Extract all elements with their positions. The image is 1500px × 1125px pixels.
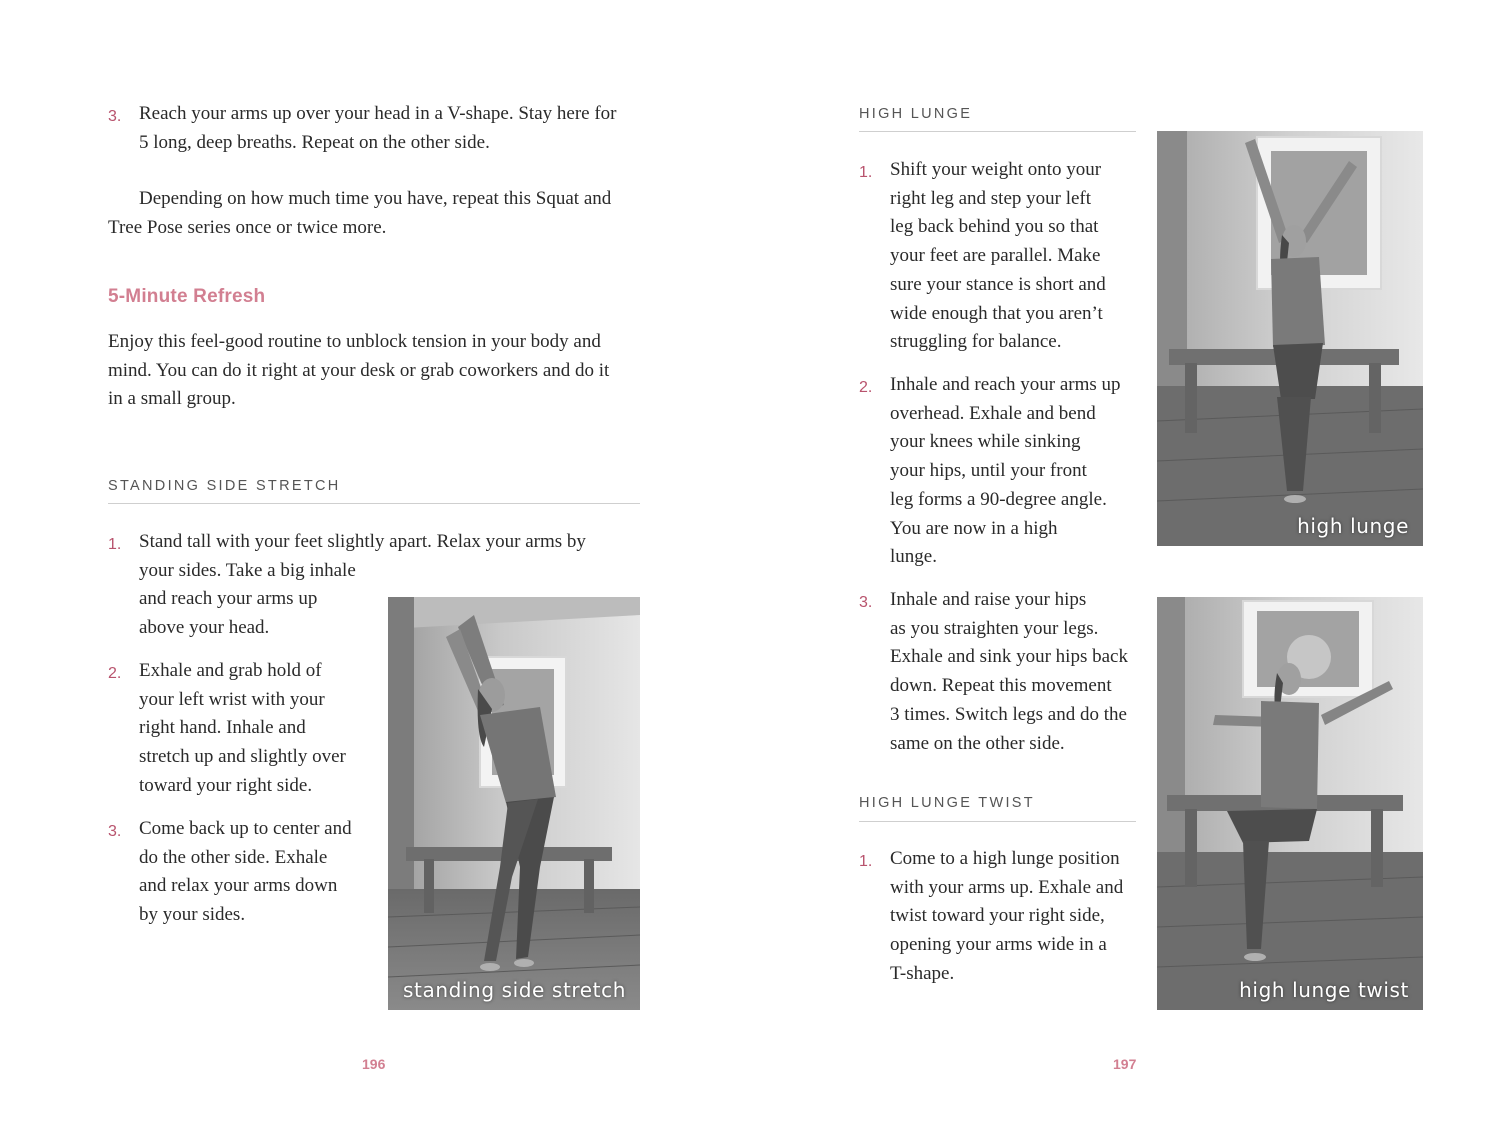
photo-caption: standing side stretch (403, 978, 626, 1002)
intro-paragraph: Enjoy this feel-good routine to unblock tension in your body and mind. You can do it right at your desk or grab coworkers and do it in a small group. (108, 331, 610, 410)
list-item (859, 371, 1149, 576)
list-item (859, 845, 1149, 995)
photo-high-lunge-twist (1157, 597, 1423, 1010)
list-item (108, 815, 378, 935)
body-paragraph: Depending on how much time you have, repeat this Squat and Tree Pose series once or twice more. (108, 188, 612, 238)
list-item-text: Reach your arms up over your head in a V-shape. Stay here for 5 long, deep breaths. Repeat on the other side. (139, 103, 617, 153)
list-number: 2. (859, 379, 873, 396)
photo-standing-side-stretch (388, 597, 640, 1010)
list-item (108, 100, 648, 160)
list-number: 1. (859, 164, 873, 181)
list-number: 1. (108, 536, 122, 553)
divider (859, 131, 1136, 132)
divider (859, 821, 1136, 822)
photo-illustration (1157, 597, 1423, 1010)
list-item-text: Come to a high lunge position with your arms up. Exhale and twist toward your right side, opening your arms wide in a T-shape. (890, 848, 1124, 984)
list-number: 2. (108, 665, 122, 682)
photo-caption: high lunge (1297, 514, 1409, 538)
divider (108, 503, 640, 504)
list-item-text: Come back up to center and do the other side. Exhale and relax your arms down by your sides. (139, 818, 352, 926)
subhead-standing-side-stretch: STANDING SIDE STRETCH (108, 478, 341, 494)
page-number: 196 (362, 1056, 386, 1072)
list-item (859, 156, 1149, 361)
photo-illustration (388, 597, 640, 1010)
list-item-text: Stand tall with your feet slightly apart. Relax your arms by your sides. Take a big inhale and reach your arms up above your head. (139, 531, 586, 639)
photo-high-lunge (1157, 131, 1423, 546)
list-item-text: Inhale and raise your hips as you straighten your legs. Exhale and sink your hips back down. Repeat this movement 3 times. Switch legs and do the same on the other side. (890, 589, 1128, 754)
right-page (750, 0, 1500, 1125)
subhead-high-lunge-twist: HIGH LUNGE TWIST (859, 795, 1035, 811)
list-number: 3. (859, 594, 873, 611)
list-number: 1. (859, 853, 873, 870)
page-number: 197 (1113, 1056, 1137, 1072)
section-title: 5-Minute Refresh (108, 286, 266, 307)
list-item (859, 586, 1149, 761)
list-number: 3. (108, 823, 122, 840)
list-item-text: Exhale and grab hold of your left wrist with your right hand. Inhale and stretch up and slightly over toward your right side. (139, 660, 346, 796)
list-item-text: Inhale and reach your arms up overhead. Exhale and bend your knees while sinking your hips, until your front leg forms a 90-degree angle. You are now in a high lunge. (890, 374, 1121, 568)
photo-caption: high lunge twist (1239, 978, 1409, 1002)
photo-illustration (1157, 131, 1423, 546)
list-item-text: Shift your weight onto your right leg and step your left leg back behind you so that your feet are parallel. Make sure your stance is short and wide enough that you aren’t struggling for balance. (890, 159, 1106, 353)
list-item (108, 657, 378, 807)
subhead-high-lunge: HIGH LUNGE (859, 106, 973, 122)
list-number: 3. (108, 108, 122, 125)
